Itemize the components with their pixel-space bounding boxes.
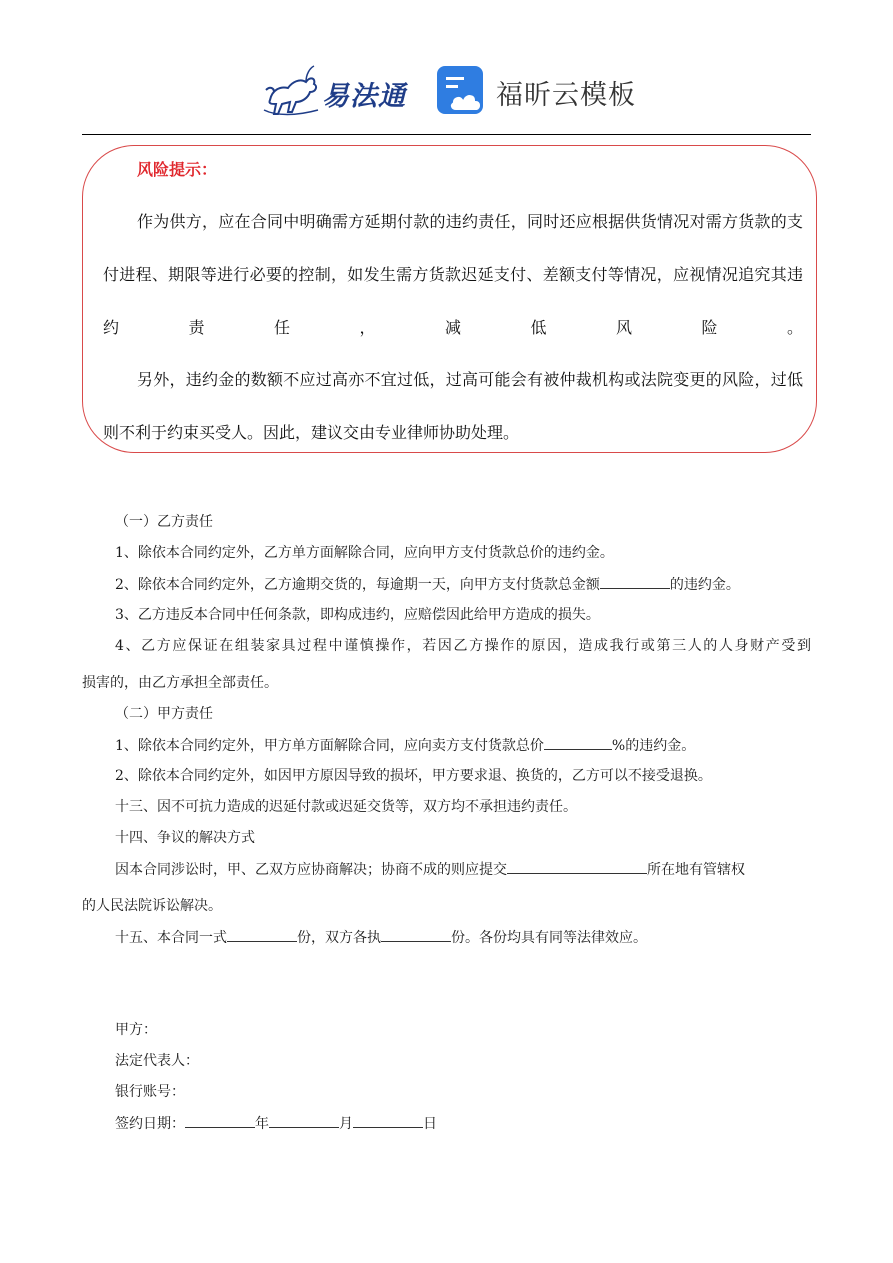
day-blank[interactable] xyxy=(353,1113,423,1128)
clause-a-1-text-b: %的违约金。 xyxy=(611,738,696,754)
clause-b-1: 1、除依本合同约定外，乙方单方面解除合同，应向甲方支付货款总价的违约金。 xyxy=(115,545,614,561)
risk-notice-title: 风险提示： xyxy=(137,160,218,179)
yifatong-logo xyxy=(262,60,422,120)
clause-15-text-b: 份，双方各执 xyxy=(297,930,381,946)
year-label: 年 xyxy=(255,1116,269,1132)
risk-paragraph-1: 作为供方，应在合同中明确需方延期付款的违约责任，同时还应根据供货情况对需方货款的支付进程、期限等进行必要的控制，如发生需方货款迟延支付、差额支付等情况，应视情况追究其违约责任，减低风险。 xyxy=(103,212,803,337)
clause-a-1-text-a: 1、除依本合同约定外，甲方单方面解除合同，应向卖方支付货款总价 xyxy=(115,738,544,754)
clause-b-2 xyxy=(115,574,740,595)
clause-b-2-text-b: 的违约金。 xyxy=(669,577,740,593)
clause-15 xyxy=(115,927,647,948)
month-blank[interactable] xyxy=(269,1113,339,1128)
blank-field[interactable] xyxy=(227,927,297,942)
blank-field[interactable] xyxy=(600,574,670,589)
header-divider xyxy=(82,134,811,135)
bank-account-label: 银行账号： xyxy=(115,1084,185,1100)
clause-14-title: 十四、争议的解决方式 xyxy=(115,830,255,846)
party-a-label: 甲方： xyxy=(115,1022,157,1038)
legal-representative-label: 法定代表人： xyxy=(115,1053,199,1069)
cloud-document-icon xyxy=(436,65,488,117)
sign-date-line xyxy=(115,1113,437,1134)
day-label: 日 xyxy=(423,1116,437,1132)
clause-a-1 xyxy=(115,735,695,756)
clause-a-2: 2、除依本合同约定外，如因甲方原因导致的损坏，甲方要求退、换货的，乙方可以不接受退换。 xyxy=(115,768,712,784)
clause-b-4-line-2: 损害的，由乙方承担全部责任。 xyxy=(82,675,278,691)
year-blank[interactable] xyxy=(185,1113,255,1128)
clause-15-text-c: 份。各份均具有同等法律效应。 xyxy=(451,930,647,946)
month-label: 月 xyxy=(339,1116,353,1132)
sign-date-label: 签约日期： xyxy=(115,1116,185,1132)
section-title-party-a: （二）甲方责任 xyxy=(115,706,213,722)
blank-field[interactable] xyxy=(507,859,647,874)
clause-14-text-b: 所在地有管辖权 xyxy=(647,862,745,878)
clause-14-text-a: 因本合同涉讼时，甲、乙双方应协商解决；协商不成的则应提交 xyxy=(115,862,507,878)
clause-13: 十三、因不可抗力造成的迟延付款或迟延交货等，双方均不承担违约责任。 xyxy=(115,799,577,815)
fuxin-cloud-logo xyxy=(436,65,636,117)
clause-b-4-line-1: 4、乙方应保证在组装家具过程中谨慎操作，若因乙方操作的原因，造成我行或第三人的人身财产受到 xyxy=(115,638,811,654)
page-header xyxy=(0,0,893,134)
clause-14-line-2: 的人民法院诉讼解决。 xyxy=(82,898,222,914)
clause-15-text-a: 十五、本合同一式 xyxy=(115,930,227,946)
yifatong-logo-text: 易法通 xyxy=(322,81,406,112)
qilin-icon xyxy=(262,60,322,118)
blank-field[interactable] xyxy=(544,735,612,750)
fuxin-cloud-logo-text: 福昕云模板 xyxy=(496,80,636,111)
risk-paragraph-2: 另外，违约金的数额不应过高亦不宜过低，过高可能会有被仲裁机构或法院变更的风险，过低则不利于约束买受人。因此，建议交由专业律师协助处理。 xyxy=(103,370,803,442)
clause-b-2-text-a: 2、除依本合同约定外，乙方逾期交货的，每逾期一天，向甲方支付货款总金额 xyxy=(115,577,600,593)
blank-field[interactable] xyxy=(381,927,451,942)
clause-14-line-1 xyxy=(115,859,745,880)
clause-b-3: 3、乙方违反本合同中任何条款，即构成违约，应赔偿因此给甲方造成的损失。 xyxy=(115,607,600,623)
section-title-party-b: （一）乙方责任 xyxy=(115,514,213,530)
